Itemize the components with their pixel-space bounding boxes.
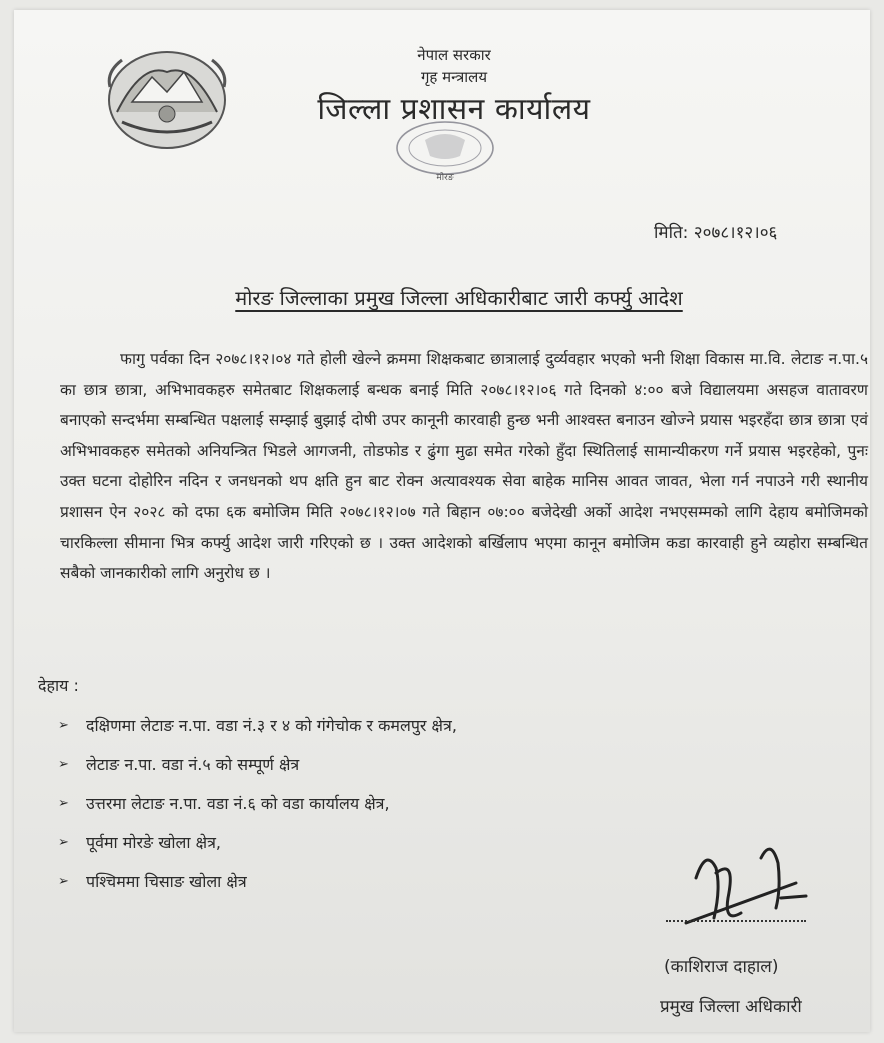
dehaya-label: देहाय : [38, 676, 79, 695]
office-name: जिल्ला प्रशासन कार्यालय [317, 92, 591, 127]
arrow-bullet-icon: ➢ [58, 835, 69, 850]
list-item [58, 829, 457, 868]
nepal-emblem-icon [102, 42, 232, 152]
list-item [58, 790, 457, 829]
office-stamp [390, 118, 500, 184]
signatory-role: प्रमुख जिल्ला अधिकारी [660, 997, 802, 1017]
list-item [58, 712, 457, 751]
signature-line [666, 920, 806, 922]
list-item [58, 868, 457, 907]
curfew-area-list [58, 712, 457, 907]
list-item-text: पश्चिममा चिसाङ खोला क्षेत्र [86, 872, 247, 891]
arrow-bullet-icon: ➢ [58, 796, 69, 811]
stamp-text-district: मोरङ [436, 173, 454, 183]
list-item [58, 751, 457, 790]
signatory-name: (काशिराज दाहाल) [664, 957, 779, 977]
arrow-bullet-icon: ➢ [58, 718, 69, 733]
list-item-text: पूर्वमा मोरङे खोला क्षेत्र, [86, 833, 222, 852]
list-item-text: दक्षिणमा लेटाङ न.पा. वडा नं.३ र ४ को गंगेचोक र कमलपुर क्षेत्र, [86, 716, 457, 735]
letter-date: मिति: २०७८।१२।०६ [654, 223, 778, 243]
list-item-text: लेटाङ न.पा. वडा नं.५ को सम्पूर्ण क्षेत्र [86, 755, 300, 774]
body-paragraph: फागु पर्वका दिन २०७८।१२।०४ गते होली खेल्ने क्रममा शिक्षकबाट छात्रालाई दुर्व्यवहार भएको भनी शिक्षा विकास मा.वि. लेटाङ न.पा.५ का छात्र छात्रा, अभिभावकहरु समेतबाट शिक्षकलाई बन्धक बनाई मिति २०७८।१२।०६ गते दिनको ४:०० बजे विद्यालयमा असहज वातावरण बनाएको सन्दर्भमा सम्बन्धित पक्षलाई सम्झाई बुझाई दोषी उपर कानूनी कारवाही हुन्छ भनी आश्वस्त बनाउन खोज्ने प्रयास भइरहँदा छात्र छात्रा एवं अभिभावकहरु समेतको अनियन्त्रित भिडले आगजनी, तोडफोड र ढुंगा मुढा समेत गरेको हुँदा स्थितिलाई सामान्यीकरण गर्ने प्रयास भइरहेको, पुनः उक्त घटना दोहोरिन नदिन र जनधनको थप क्षति हुन बाट रोक्न अत्यावश्यक सेवा बाहेक मानिस आवत जावत, भेला गर्न नपाउने गरी स्थानीय प्रशासन ऐन २०२८ को दफा ६क बमोजिम मिति २०७८।१२।०७ गते बिहान ०७:०० बजेदेखी अर्को आदेश नभएसम्मको लागि देहाय बमोजिमको चारकिल्ला सीमाना भित्र कर्फ्यु आदेश जारी गरिएको छ । उक्त आदेशको बर्खिलाप भएमा कानून बमोजिम कडा कारवाही हुने व्यहोरा सम्बन्धित सबैको जानकारीको लागि अनुरोध छ । [60, 350, 868, 583]
list-item-text: उत्तरमा लेटाङ न.पा. वडा नं.६ को वडा कार्यालय क्षेत्र, [86, 794, 390, 813]
arrow-bullet-icon: ➢ [58, 757, 69, 772]
ministry-name: गृह मन्त्रालय [420, 68, 488, 86]
government-name: नेपाल सरकार [417, 46, 491, 64]
document-title: मोरङ जिल्लाका प्रमुख जिल्ला अधिकारीबाट जारी कर्फ्यु आदेश [235, 286, 683, 310]
document-page [14, 10, 870, 1032]
arrow-bullet-icon: ➢ [58, 874, 69, 889]
